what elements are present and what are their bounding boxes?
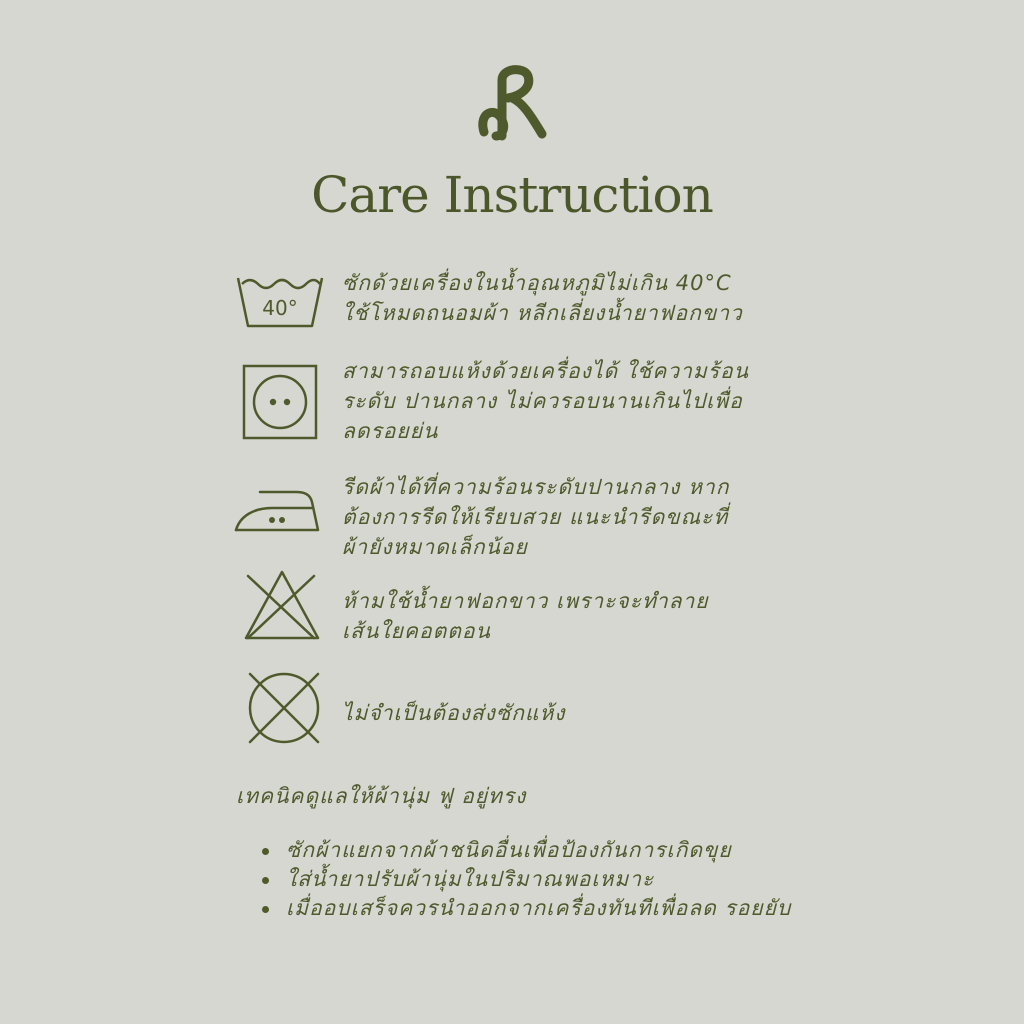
bullet-icon [262, 848, 269, 855]
tips-list [258, 836, 838, 923]
care-item-no-bleach [230, 586, 830, 656]
list-item [258, 865, 838, 894]
care-item-wash [230, 268, 830, 338]
care-text-no-bleach: ห้ามใช้น้ำยาฟอกขาว เพราะจะทำลาย เส้นใยคอตตอน [342, 589, 709, 643]
do-not-bleach-icon [230, 568, 330, 652]
wash-40-degrees-icon [230, 272, 330, 356]
bullet-icon [262, 877, 269, 884]
wash-temperature-label: 40° [262, 296, 298, 320]
care-text-wash: ซักด้วยเครื่องในน้ำอุณหภูมิไม่เกิน 40°C ใช้โหมดถนอมผ้า หลีกเลี่ยงน้ำยาฟอกขาว [342, 271, 743, 325]
tumble-dry-medium-icon [230, 364, 330, 448]
tip-text: ซักผ้าแยกจากผ้าชนิดอื่นเพื่อป้องกันการเกิดขุย [286, 838, 732, 862]
care-item-no-dry-clean [230, 698, 830, 738]
iron-medium-heat-icon [230, 480, 330, 564]
list-item [258, 836, 838, 865]
tip-text: เมื่ออบเสร็จควรนำออกจากเครื่องทันทีเพื่อลด รอยยับ [286, 896, 792, 920]
do-not-dry-clean-icon [230, 668, 330, 752]
page-title: Care Instruction [311, 166, 713, 224]
tips-heading: เทคนิคดูแลให้ผ้านุ่ม ฟู อยู่ทรง [236, 784, 527, 808]
bullet-icon [262, 906, 269, 913]
tip-text: ใส่น้ำยาปรับผ้านุ่มในปริมาณพอเหมาะ [286, 867, 655, 891]
care-text-iron: รีดผ้าได้ที่ความร้อนระดับปานกลาง หาก ต้องการรีดให้เรียบสวย แนะนำรีดขณะที่ ผ้ายังหมาดเล็กน้อย [342, 475, 730, 559]
ar-monogram-logo [472, 62, 552, 142]
care-item-iron [230, 472, 830, 568]
care-text-no-dry-clean: ไม่จำเป็นต้องส่งซักแห้ง [342, 701, 566, 725]
care-text-tumble-dry: สามารถอบแห้งด้วยเครื่องได้ ใช้ความร้อน ระดับ ปานกลาง ไม่ควรอบนานเกินไปเพื่อ ลดรอยย่น [342, 359, 750, 443]
care-item-tumble-dry [230, 356, 830, 452]
brand-logo [472, 62, 552, 142]
list-item [258, 894, 838, 923]
